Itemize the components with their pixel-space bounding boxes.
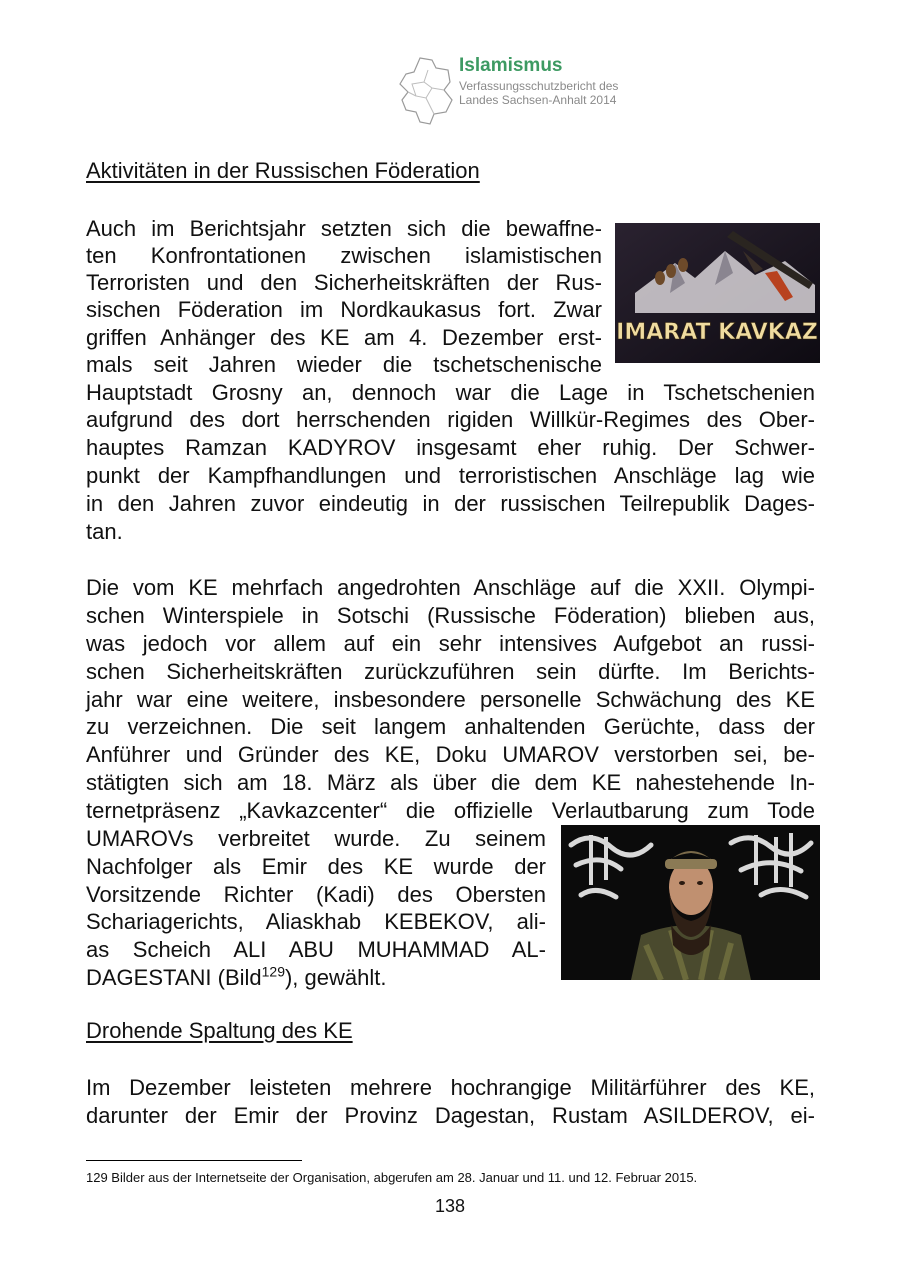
paragraph-line: aufgrund des dort herrschenden rigiden Willkür-Regimes des Ober- — [86, 407, 815, 432]
paragraph-line: as Scheich ALI ABU MUHAMMAD AL- — [86, 937, 546, 962]
paragraph-line: Vorsitzende Richter (Kadi) des Obersten — [86, 882, 546, 907]
header-subtitle-line-2: Landes Sachsen-Anhalt 2014 — [459, 93, 617, 107]
paragraph-line: ternetpräsenz „Kavkazcenter“ die offizielle Verlautbarung zum Tode — [86, 798, 815, 823]
imarat-kavkaz-image — [615, 223, 820, 363]
paragraph-line-with-footnote — [86, 965, 386, 991]
paragraph-line: UMAROVs verbreitet wurde. Zu seinem — [86, 826, 546, 851]
section-heading-split: Drohende Spaltung des KE — [86, 1018, 353, 1043]
paragraph-line: ten Konfrontationen zwischen islamistischen — [86, 243, 602, 268]
paragraph-line: schen Winterspiele in Sotschi (Russische Föderation) blieben aus, — [86, 603, 815, 628]
paragraph-line: griffen Anhänger des KE am 4. Dezember erst- — [86, 325, 602, 350]
paragraph-line: jahr war eine weitere, insbesondere personelle Schwächung des KE — [86, 687, 815, 712]
header-subtitle-line-1: Verfassungsschutzbericht des — [459, 79, 619, 93]
paragraph-line: mals seit Jahren wieder die tschetschenische — [86, 352, 602, 377]
kebekov-portrait-image — [561, 825, 820, 980]
paragraph-line: was jedoch vor allem auf ein sehr intensives Aufgebot an russi- — [86, 631, 815, 656]
saxony-anhalt-map-icon — [398, 56, 454, 126]
paragraph-line: punkt der Kampfhandlungen und terroristischen Anschläge lag wie — [86, 463, 815, 488]
paragraph-line: schen Sicherheitskräften zurückzuführen sein dürfte. Im Berichts- — [86, 659, 815, 684]
imarat-kavkaz-logo-text: IMARAT KAVKAZ — [616, 320, 818, 345]
paragraph-line: Terroristen und den Sicherheitskräften der Rus- — [86, 270, 602, 295]
text-fragment: DAGESTANI (Bild — [86, 965, 262, 990]
paragraph-line: Auch im Berichtsjahr setzten sich die bewaffne- — [86, 216, 602, 241]
paragraph-line: stätigten sich am 18. März als über die dem KE nahestehende In- — [86, 770, 815, 795]
paragraph-line: Hauptstadt Grosny an, dennoch war die Lage in Tschetschenien — [86, 380, 815, 405]
paragraph-line: Die vom KE mehrfach angedrohten Anschläge auf die XXII. Olympi- — [86, 575, 815, 600]
section-heading-russia: Aktivitäten in der Russischen Föderation — [86, 158, 480, 183]
text-fragment: ), gewählt. — [284, 965, 387, 990]
paragraph-line: Schariagerichts, Aliaskhab KEBEKOV, ali- — [86, 909, 546, 934]
paragraph-line: sischen Föderation im Nordkaukasus fort. Zwar — [86, 297, 602, 322]
paragraph-line: tan. — [86, 519, 123, 544]
paragraph-line: Im Dezember leisteten mehrere hochrangige Militärführer des KE, — [86, 1075, 815, 1100]
page-number: 138 — [434, 1196, 466, 1216]
footnote-129: 129 Bilder aus der Internetseite der Organisation, abgerufen am 28. Januar und 11. und 12. Februar 2015. — [86, 1170, 698, 1185]
paragraph-line: darunter der Emir der Provinz Dagestan, Rustam ASILDEROV, ei- — [86, 1103, 815, 1128]
footnote-reference[interactable]: 129 — [261, 963, 285, 980]
paragraph-line: Anführer und Gründer des KE, Doku UMAROV verstorben sei, be- — [86, 742, 815, 767]
paragraph-line: zu verzeichnen. Die seit langem anhaltenden Gerüchte, dass der — [86, 714, 815, 739]
paragraph-line: Nachfolger als Emir des KE wurde der — [86, 854, 546, 879]
paragraph-line: in den Jahren zuvor eindeutig in der russischen Teilrepublik Dages- — [86, 491, 815, 516]
footnote-divider — [86, 1160, 302, 1161]
header-title: Islamismus — [459, 55, 563, 76]
paragraph-line: hauptes Ramzan KADYROV insgesamt eher ruhig. Der Schwer- — [86, 435, 815, 460]
